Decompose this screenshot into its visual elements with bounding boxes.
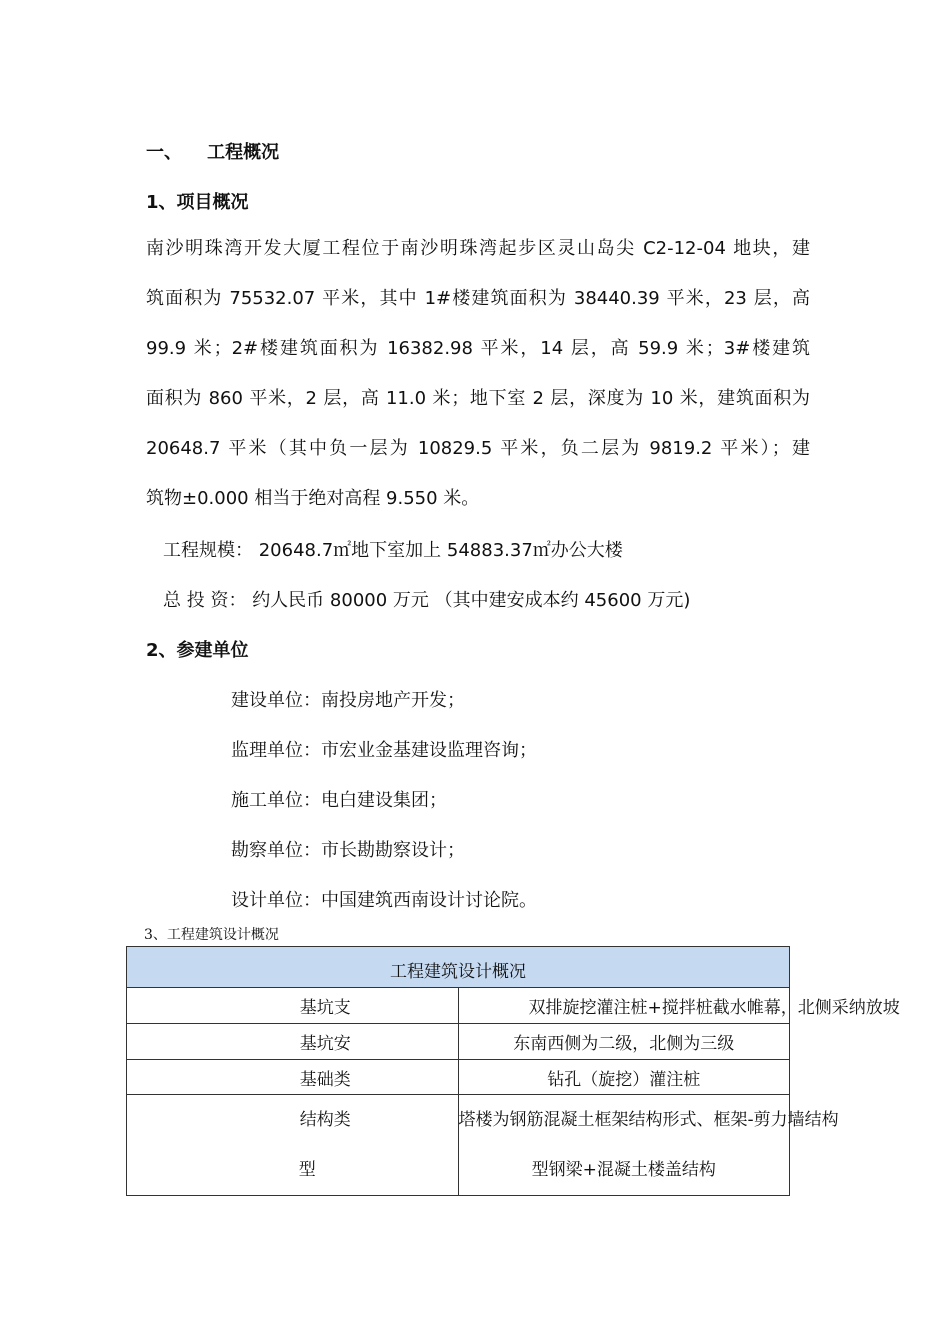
investment-label: 总 投 资： <box>163 590 247 611</box>
overview-line: 筑物±0.000 相当于绝对高程 9.550 米。 <box>146 488 480 509</box>
row-key <box>127 1095 459 1196</box>
row-value <box>458 988 900 1024</box>
row-key-line: 结构类 <box>299 1110 351 1130</box>
investment-value: 约人民币 80000 万元 （其中建安成本约 45600 万元) <box>252 590 691 611</box>
row-key: 基础类 <box>127 1060 459 1095</box>
overview-line: 面积为 860 平米，2 层，高 11.0 米；地下室 2 层，深度为 10 米，建筑面积为 <box>146 388 810 409</box>
overview-line: 99.9 米；2#楼建筑面积为 16382.98 平米，14 层，高 59.9 米；3#楼建筑 <box>146 338 810 359</box>
design-overview-table <box>126 946 900 1196</box>
table-header: 工程建筑设计概况 <box>127 947 790 988</box>
section-heading-1 <box>146 138 279 164</box>
unit-owner: 建设单位：南投房地产开发； <box>231 690 465 711</box>
row-key: 基坑支 <box>127 988 459 1024</box>
overview-line: 20648.7 平米（其中负一层为 10829.5 平米，负二层为 9819.2 平米）；建 <box>146 438 810 459</box>
subheading-project-overview: 1、项目概况 <box>146 192 249 213</box>
overview-line: 筑面积为 75532.07 平米，其中 1#楼建筑面积为 38440.39 平米，23 层，高 <box>146 288 810 309</box>
scale-value: 20648.7㎡地下室加上 54883.37㎡办公大楼 <box>258 540 623 561</box>
overview-line: 南沙明珠湾开发大厦工程位于南沙明珠湾起步区灵山岛尖 C2-12-04 地块，建 <box>146 238 810 259</box>
overview-paragraph <box>146 224 810 524</box>
row-value: 钻孔（旋挖）灌注桩 <box>458 1060 790 1095</box>
row-value <box>458 1095 839 1196</box>
section-title: 工程概况 <box>207 142 280 163</box>
unit-designer: 设计单位：中国建筑西南设计讨论院。 <box>231 890 537 911</box>
row-value-line: 型钢梁+混凝土楼盖结构 <box>531 1160 716 1180</box>
row-key: 基坑安 <box>127 1024 459 1060</box>
row-value-line: 塔楼为钢筋混凝土框架结构形式、框架-剪力墙结构 <box>458 1110 839 1130</box>
section-number: 一、 <box>146 142 182 163</box>
table-caption: 3、工程建筑设计概况 <box>144 927 279 943</box>
table-row <box>127 988 790 1024</box>
row-key-line: 型 <box>298 1160 316 1180</box>
table-row <box>127 1060 790 1095</box>
table-row <box>127 1095 790 1196</box>
row-value: 东南西侧为二级，北侧为三级 <box>458 1024 790 1060</box>
unit-supervisor: 监理单位：市宏业金基建设监理咨询； <box>231 740 537 761</box>
row-value-text: 双排旋挖灌注桩+搅拌桩截水帷幕，北侧采纳放坡 <box>528 998 900 1018</box>
table-row <box>127 1024 790 1060</box>
total-investment <box>163 586 690 612</box>
unit-survey: 勘察单位：市长勘勘察设计； <box>231 840 465 861</box>
unit-contractor: 施工单位：电白建设集团； <box>231 790 447 811</box>
project-scale <box>163 536 623 562</box>
subheading-participants: 2、参建单位 <box>146 640 249 661</box>
scale-label: 工程规模： <box>163 540 253 561</box>
